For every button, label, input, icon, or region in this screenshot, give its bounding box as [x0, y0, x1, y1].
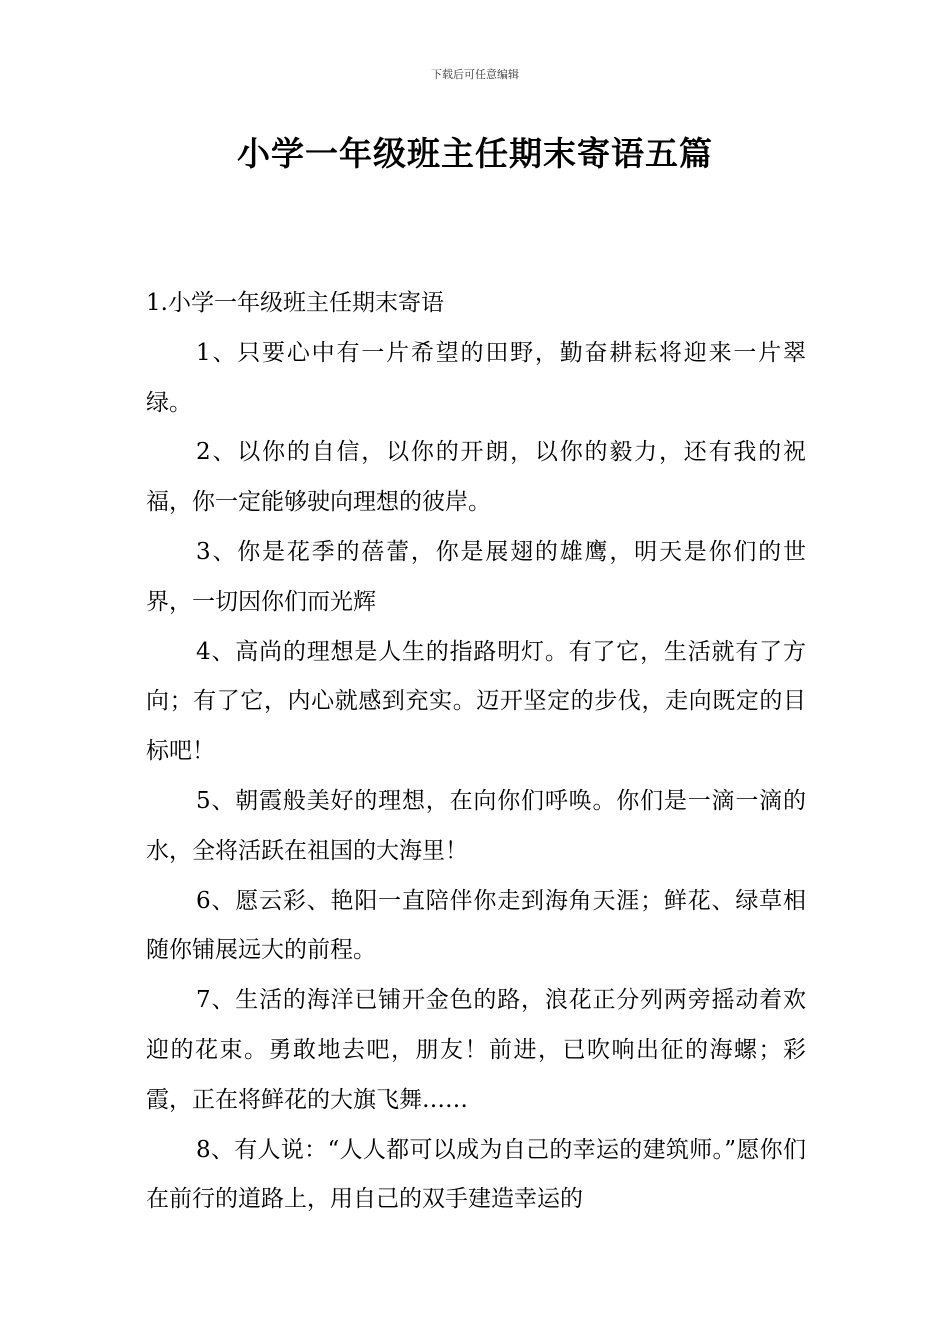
section-heading: 1.小学一年级班主任期末寄语 [146, 290, 444, 316]
paragraph-8: 8、有人说：“人人都可以成为自己的幸运的建筑师。”愿你们在前行的道路上，用自己的双手建造幸运的 [146, 1136, 806, 1213]
paragraph-1: 1、只要心中有一片希望的田野，勤奋耕耘将迎来一片翠绿。 [146, 339, 806, 416]
document-body [146, 279, 806, 1225]
paragraph-6: 6、愿云彩、艳阳一直陪伴你走到海角天涯；鲜花、绿草相随你铺展远大的前程。 [146, 887, 806, 964]
paragraph-2: 2、以你的自信，以你的开朗，以你的毅力，还有我的祝福，你一定能够驶向理想的彼岸。 [146, 439, 806, 516]
paragraph-3: 3、你是花季的蓓蕾，你是展翅的雄鹰，明天是你们的世界，一切因你们而光辉 [146, 538, 806, 615]
document-title: 小学一年级班主任期末寄语五篇 [237, 134, 713, 173]
paragraph-4: 4、高尚的理想是人生的指路明灯。有了它，生活就有了方向；有了它，内心就感到充实。迈开坚定的步伐，走向既定的目标吧！ [146, 638, 806, 765]
header-note: 下载后可任意编辑 [431, 68, 519, 81]
paragraph-5: 5、朝霞般美好的理想，在向你们呼唤。你们是一滴一滴的水，全将活跃在祖国的大海里！ [146, 787, 806, 864]
paragraph-7: 7、生活的海洋已铺开金色的路，浪花正分列两旁摇动着欢迎的花束。勇敢地去吧，朋友！前进，已吹响出征的海螺；彩霞，正在将鲜花的大旗飞舞…… [146, 987, 806, 1113]
